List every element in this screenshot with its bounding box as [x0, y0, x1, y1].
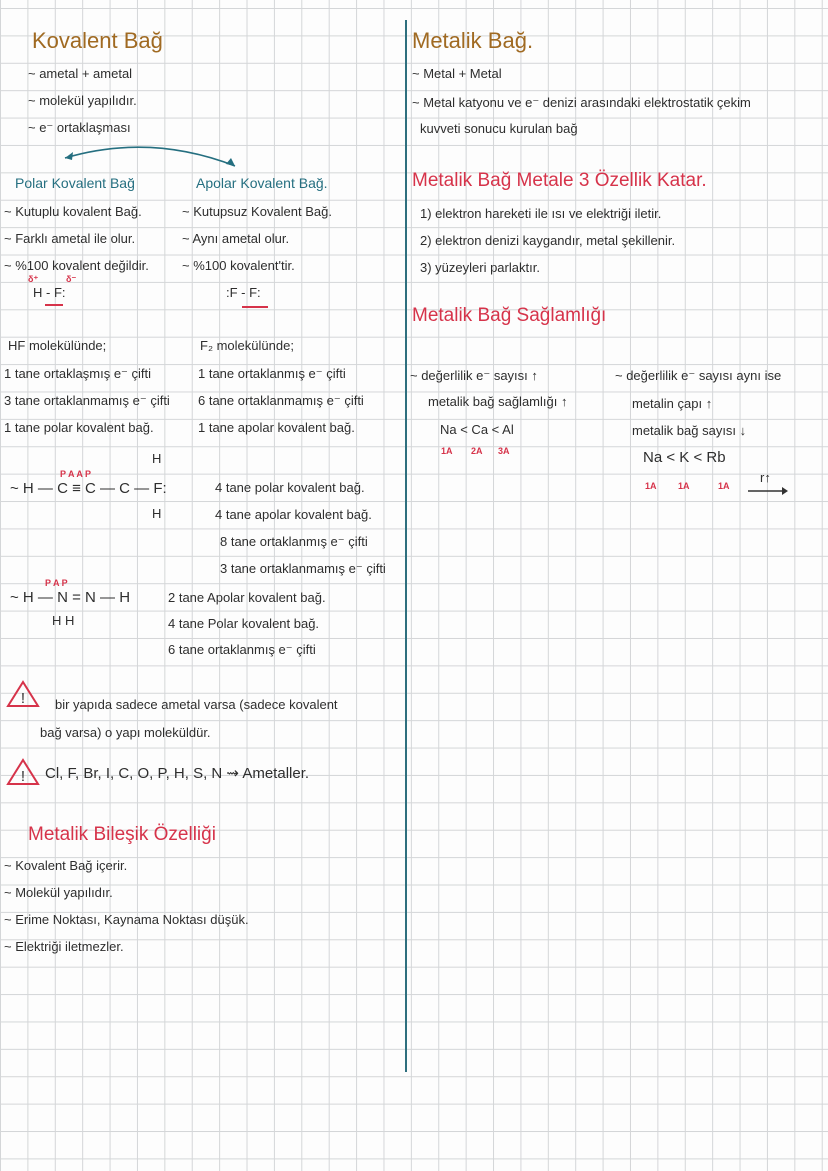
f2-line: 1 tane ortaklanmış e⁻ çifti	[198, 366, 346, 381]
warning-icon	[6, 758, 40, 786]
double-arrow-icon	[55, 138, 245, 173]
bullet: ~ ametal + ametal	[28, 66, 133, 81]
bullet: ~ Metal katyonu ve e⁻ denizi arasındaki elektrostatik çekim	[412, 95, 751, 110]
group-label: 3A	[498, 446, 510, 456]
property-item: 3) yüzeyleri parlaktır.	[420, 260, 540, 275]
compound-item: ~ Molekül yapılıdır.	[4, 885, 113, 900]
hf-line: 1 tane polar kovalent bağ.	[4, 420, 154, 435]
apolar-item: ~ Kutupsuz Kovalent Bağ.	[182, 204, 332, 219]
bullet-continuation: kuvveti sonucu kurulan bağ	[420, 121, 578, 136]
molecule1-bottom-h: H	[152, 506, 162, 521]
f2-line: 1 tane apolar kovalent bağ.	[198, 420, 355, 435]
strength-line: metalik bağ sağlamlığı ↑	[428, 394, 568, 409]
bullet: ~ molekül yapılıdır.	[28, 93, 137, 108]
molecule2-bottom-h: H H	[52, 613, 75, 628]
polar-item: ~ %100 kovalent değildir.	[4, 258, 149, 273]
f2-heading: F₂ molekülünde;	[200, 338, 294, 353]
right-arrow-icon	[748, 486, 788, 496]
molecule1-line: 4 tane apolar kovalent bağ.	[215, 507, 372, 522]
strength-line: ~ değerlilik e⁻ sayısı ↑	[410, 368, 538, 383]
strength-line: ~ değerlilik e⁻ sayısı aynı ise	[615, 368, 782, 383]
polarity-arrow	[45, 304, 63, 306]
molecule1-formula: ~ H — C ≡ C — C — F:	[10, 480, 167, 497]
metalik-title: Metalik Bağ.	[412, 28, 534, 53]
molecule2-formula: ~ H — N = N — H	[10, 589, 131, 606]
compound-title: Metalik Bileşik Özelliği	[28, 824, 216, 845]
hf-line: 3 tane ortaklanmamış e⁻ çifti	[4, 393, 170, 408]
bullet: ~ e⁻ ortaklaşması	[28, 120, 131, 135]
molecule2-bond-labels: P A P	[45, 578, 68, 588]
compound-item: ~ Kovalent Bağ içerir.	[4, 858, 128, 873]
properties-title: Metalik Bağ Metale 3 Özellik Katar.	[412, 170, 707, 191]
polar-item: ~ Kutuplu kovalent Bağ.	[4, 204, 142, 219]
ametals-list: Cl, F, Br, I, C, O, P, H, S, N ⇝ Ametaller.	[45, 765, 310, 782]
warning-text: bir yapıda sadece ametal varsa (sadece kovalent	[55, 697, 338, 712]
property-item: 1) elektron hareketi ile ısı ve elektriği iletir.	[420, 206, 662, 221]
f2-line: 6 tane ortaklanmamış e⁻ çifti	[198, 393, 364, 408]
apolar-item: ~ %100 kovalent'tir.	[182, 258, 295, 273]
page-divider	[405, 20, 407, 1072]
group-label: 1A	[645, 481, 657, 491]
apolar-item: ~ Aynı ametal olur.	[182, 231, 290, 246]
kovalent-title: Kovalent Bağ	[32, 28, 163, 53]
svg-text:!: !	[20, 690, 26, 707]
group-label: 1A	[678, 481, 690, 491]
molecule1-line: 8 tane ortaklanmış e⁻ çifti	[220, 534, 368, 549]
group-label: 2A	[471, 446, 483, 456]
svg-text:!: !	[20, 768, 26, 785]
molecule1-line: 3 tane ortaklanmamış e⁻ çifti	[220, 561, 386, 576]
hf-structure: H - F:	[33, 285, 66, 300]
delta-plus: δ⁺	[28, 274, 39, 284]
molecule1-top-h: H	[152, 451, 162, 466]
strength-line: metalin çapı ↑	[632, 396, 713, 411]
polar-heading: Polar Kovalent Bağ	[15, 175, 135, 191]
molecule1-bond-labels: P A A P	[60, 469, 92, 479]
f2-structure: :F - F:	[226, 285, 261, 300]
strength-line: metalik bağ sayısı ↓	[632, 423, 747, 438]
warning-icon	[6, 680, 40, 708]
warning-text: bağ varsa) o yapı moleküldür.	[40, 725, 211, 740]
group-label: 1A	[718, 481, 730, 491]
compound-item: ~ Erime Noktası, Kaynama Noktası düşük.	[4, 912, 249, 927]
bullet: ~ Metal + Metal	[412, 66, 502, 81]
order-na-ca-al: Na < Ca < Al	[440, 422, 514, 437]
apolar-heading: Apolar Kovalent Bağ.	[196, 175, 328, 191]
order-na-k-rb: Na < K < Rb	[643, 449, 726, 466]
property-item: 2) elektron denizi kaygandır, metal şekillenir.	[420, 233, 676, 248]
hf-line: 1 tane ortaklaşmış e⁻ çifti	[4, 366, 152, 381]
polarity-arrow	[242, 306, 268, 308]
polar-item: ~ Farklı ametal ile olur.	[4, 231, 136, 246]
hf-heading: HF molekülünde;	[8, 338, 107, 353]
strength-title: Metalik Bağ Sağlamlığı	[412, 305, 607, 326]
group-label: 1A	[441, 446, 453, 456]
molecule2-line: 6 tane ortaklanmış e⁻ çifti	[168, 642, 316, 657]
molecule2-line: 4 tane Polar kovalent bağ.	[168, 616, 320, 631]
delta-minus: δ⁻	[66, 274, 77, 284]
molecule1-line: 4 tane polar kovalent bağ.	[215, 480, 365, 495]
compound-item: ~ Elektriği iletmezler.	[4, 939, 124, 954]
molecule2-line: 2 tane Apolar kovalent bağ.	[168, 590, 326, 605]
radius-label: r↑	[760, 470, 771, 485]
